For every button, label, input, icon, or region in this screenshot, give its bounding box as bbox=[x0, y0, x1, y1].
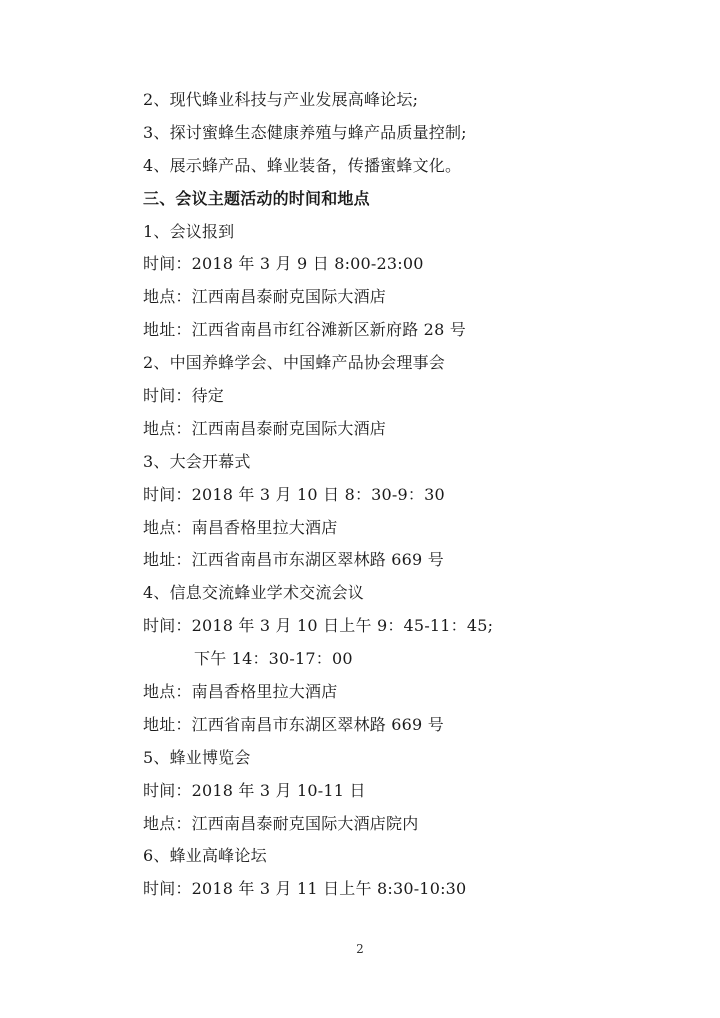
subsection-title: 1、会议报到 bbox=[143, 221, 235, 241]
location-line: 地点：江西南昌泰耐克国际大酒店院内 bbox=[143, 813, 419, 833]
subsection-title: 6、蜂业高峰论坛 bbox=[143, 846, 267, 866]
list-item: 3、探讨蜜蜂生态健康养殖与蜂产品质量控制; bbox=[143, 122, 467, 142]
location-line: 地点：江西南昌泰耐克国际大酒店 bbox=[143, 287, 387, 307]
subsection-title: 4、信息交流蜂业学术交流会议 bbox=[143, 583, 364, 603]
list-item: 2、现代蜂业科技与产业发展高峰论坛; bbox=[143, 90, 419, 109]
address-line: 地址：江西省南昌市红谷滩新区新府路 28 号 bbox=[143, 320, 466, 340]
time-line: 时间：2018 年 3 月 9 日 8:00-23:00 bbox=[143, 254, 424, 274]
time-line-continued: 下午 14：30-17：00 bbox=[194, 649, 353, 669]
location-line: 地点：南昌香格里拉大酒店 bbox=[143, 517, 338, 537]
address-line: 地址：江西省南昌市东湖区翠林路 669 号 bbox=[143, 714, 444, 734]
location-line: 地点：江西南昌泰耐克国际大酒店 bbox=[143, 418, 387, 438]
time-line: 时间：2018 年 3 月 10-11 日 bbox=[143, 780, 366, 800]
subsection-title: 3、大会开幕式 bbox=[143, 451, 251, 471]
document-body bbox=[143, 84, 663, 906]
time-line: 时间：待定 bbox=[143, 386, 225, 406]
subsection-title: 5、蜂业博览会 bbox=[143, 747, 251, 767]
time-line: 时间：2018 年 3 月 11 日上午 8:30-10:30 bbox=[143, 879, 467, 899]
section-heading: 三、会议主题活动的时间和地点 bbox=[143, 188, 370, 208]
list-item: 4、展示蜂产品、蜂业装备，传播蜜蜂文化。 bbox=[143, 155, 462, 175]
location-line: 地点：南昌香格里拉大酒店 bbox=[143, 682, 338, 702]
subsection-title: 2、中国养蜂学会、中国蜂产品协会理事会 bbox=[143, 353, 445, 373]
address-line: 地址：江西省南昌市东湖区翠林路 669 号 bbox=[143, 550, 444, 570]
time-line: 时间：2018 年 3 月 10 日上午 9：45-11：45; bbox=[143, 616, 494, 636]
page-number: 2 bbox=[356, 942, 364, 956]
time-line: 时间：2018 年 3 月 10 日 8：30-9：30 bbox=[143, 484, 445, 504]
